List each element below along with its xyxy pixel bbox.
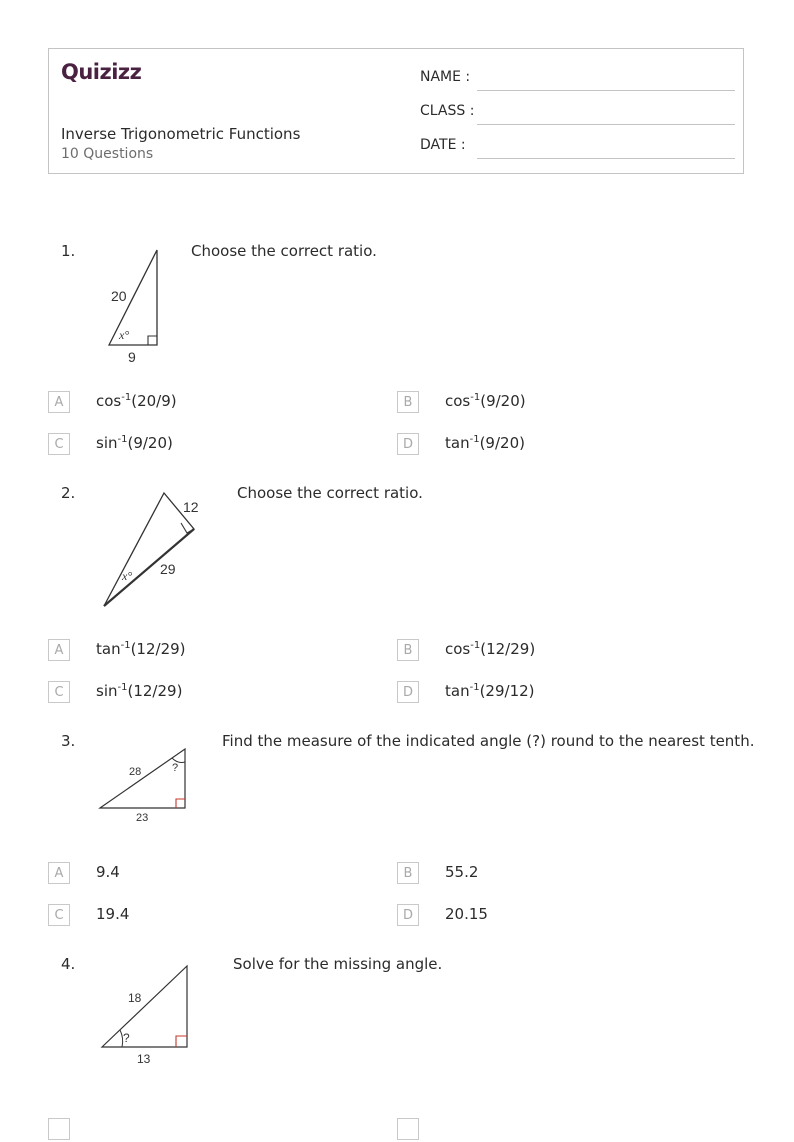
option-letter: C bbox=[48, 904, 70, 926]
option-letter: D bbox=[397, 904, 419, 926]
option-text: 19.4 bbox=[96, 905, 130, 923]
option-text: $\cos^{-1}(12/29)$ bbox=[445, 640, 536, 658]
option-letter bbox=[397, 1118, 419, 1140]
question-4-number: 4. bbox=[61, 955, 76, 973]
option-text: $\sin^{-1}(9/20)$ bbox=[96, 434, 173, 452]
question-2-text: Choose the correct ratio. bbox=[237, 484, 423, 502]
name-field[interactable] bbox=[420, 67, 735, 91]
option-text: $\cos^{-1}(20/9)$ bbox=[96, 392, 177, 410]
q2-short-label: 12 bbox=[183, 499, 199, 515]
question-1-text: Choose the correct ratio. bbox=[191, 242, 377, 260]
q1-hyp-label: 20 bbox=[111, 288, 127, 304]
date-line[interactable] bbox=[477, 158, 735, 159]
q3-hyp-label: 28 bbox=[129, 766, 142, 778]
question-2-triangle-figure bbox=[100, 488, 206, 610]
option-letter: C bbox=[48, 433, 70, 455]
option-text: 9.4 bbox=[96, 863, 120, 881]
option-text: 20.15 bbox=[445, 905, 488, 923]
q1-base-label: 9 bbox=[128, 349, 136, 365]
option-letter: A bbox=[48, 862, 70, 884]
quizizz-logo bbox=[61, 57, 153, 87]
option-text: $\tan^{-1}(9/20)$ bbox=[445, 434, 525, 452]
option-letter: B bbox=[397, 639, 419, 661]
q4-base-label: 13 bbox=[137, 1052, 151, 1066]
name-line[interactable] bbox=[477, 90, 735, 91]
class-line[interactable] bbox=[477, 124, 735, 125]
q3-angle-label: ? bbox=[172, 762, 179, 774]
question-1-triangle-figure bbox=[100, 244, 170, 368]
worksheet-title: Inverse Trigonometric Functions bbox=[61, 125, 301, 143]
q4-angle-label: ? bbox=[123, 1031, 130, 1045]
worksheet-header bbox=[48, 48, 744, 174]
option-letter: A bbox=[48, 639, 70, 661]
option-text: $\tan^{-1}(29/12)$ bbox=[445, 682, 535, 700]
question-3-triangle-figure bbox=[96, 744, 192, 828]
option-letter: D bbox=[397, 433, 419, 455]
class-label: CLASS : bbox=[420, 103, 475, 119]
question-3-text: Find the measure of the indicated angle (?) round to the nearest tenth. bbox=[222, 732, 755, 750]
class-field[interactable] bbox=[420, 101, 735, 125]
q2-angle-label: x° bbox=[122, 569, 133, 583]
option-letter: B bbox=[397, 391, 419, 413]
date-field[interactable] bbox=[420, 135, 735, 159]
q4-hyp-label: 18 bbox=[128, 991, 142, 1005]
option-text: $\tan^{-1}(12/29)$ bbox=[96, 640, 186, 658]
option-letter: C bbox=[48, 681, 70, 703]
question-4-triangle-figure bbox=[98, 962, 194, 1070]
question-count: 10 Questions bbox=[61, 146, 154, 162]
q2-long-label: 29 bbox=[160, 561, 176, 577]
q1-angle-label: x° bbox=[119, 328, 130, 342]
option-letter: D bbox=[397, 681, 419, 703]
date-label: DATE : bbox=[420, 137, 466, 153]
option-text: $\sin^{-1}(12/29)$ bbox=[96, 682, 183, 700]
option-text: 55.2 bbox=[445, 863, 479, 881]
option-letter: A bbox=[48, 391, 70, 413]
name-label: NAME : bbox=[420, 69, 471, 85]
question-4-text: Solve for the missing angle. bbox=[233, 955, 443, 973]
question-2-number: 2. bbox=[61, 484, 76, 502]
option-letter bbox=[48, 1118, 70, 1140]
option-letter: B bbox=[397, 862, 419, 884]
option-text: $\cos^{-1}(9/20)$ bbox=[445, 392, 526, 410]
q3-base-label: 23 bbox=[136, 812, 149, 824]
question-3-number: 3. bbox=[61, 732, 76, 750]
svg-text:Quizizz: Quizizz bbox=[61, 60, 142, 84]
question-1-number: 1. bbox=[61, 242, 76, 260]
